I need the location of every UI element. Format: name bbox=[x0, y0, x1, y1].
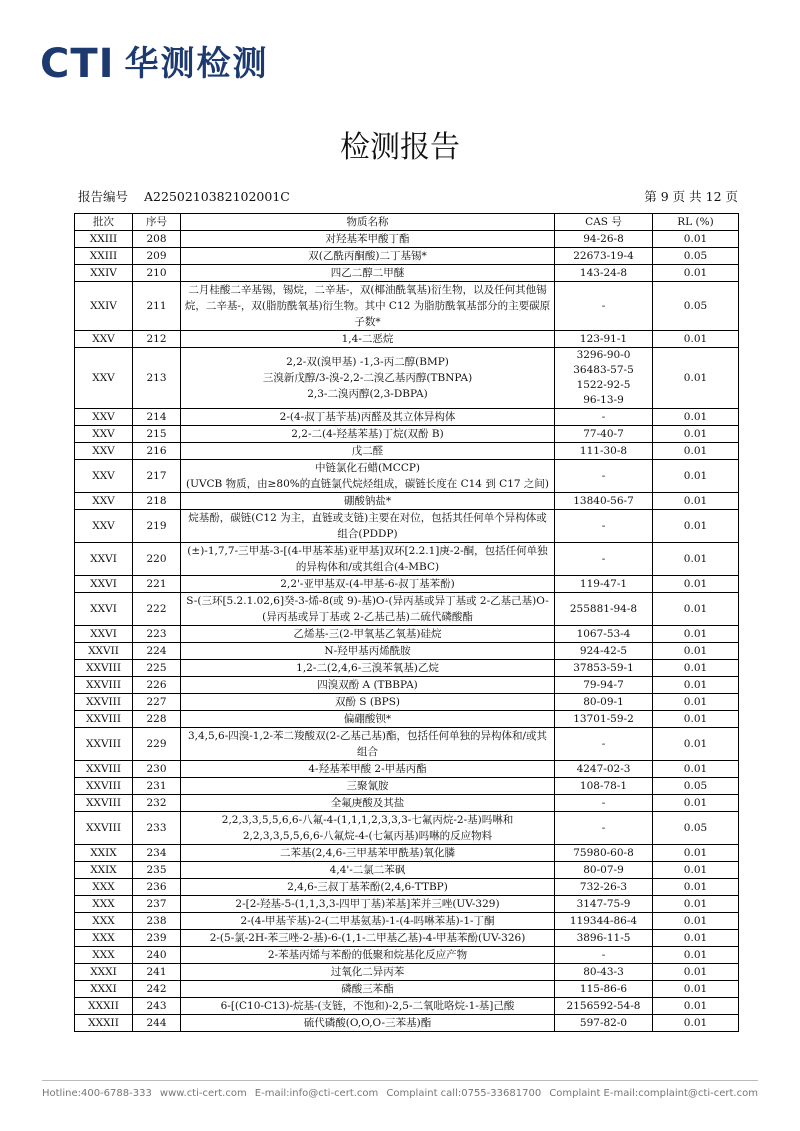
cell-substance-name: 2,2-双(溴甲基) -1,3-丙二醇(BMP) 三溴新戊醇/3-溴-2,2-二溴乙基丙醇(TBNPA) 2,3-二溴丙醇(2,3-DBPA) bbox=[181, 348, 555, 409]
cell-batch: XXVIII bbox=[75, 728, 133, 761]
table-row bbox=[75, 593, 739, 626]
header-cas: CAS 号 bbox=[555, 214, 653, 231]
table-row bbox=[75, 795, 739, 812]
cell-cas: 111-30-8 bbox=[555, 443, 653, 460]
cell-rl: 0.01 bbox=[653, 761, 739, 778]
footer bbox=[42, 1087, 758, 1101]
cell-batch: XXVIII bbox=[75, 761, 133, 778]
cell-batch: XXV bbox=[75, 348, 133, 409]
cell-number: 227 bbox=[133, 694, 181, 711]
cell-number: 234 bbox=[133, 845, 181, 862]
cell-batch: XXVIII bbox=[75, 812, 133, 845]
table-row bbox=[75, 913, 739, 930]
cell-substance-name: 1,2-二(2,4,6-三溴苯氧基)乙烷 bbox=[181, 660, 555, 677]
cell-substance-name: 中链氯化石蜡(MCCP) (UVCB 物质，由≥80%的直链氯代烷烃组成，碳链长度在 C14 到 C17 之间) bbox=[181, 460, 555, 493]
cell-number: 211 bbox=[133, 282, 181, 331]
table-row bbox=[75, 493, 739, 510]
cell-substance-name: 1,4-二恶烷 bbox=[181, 331, 555, 348]
cell-batch: XXVI bbox=[75, 626, 133, 643]
table-row bbox=[75, 845, 739, 862]
cell-rl: 0.05 bbox=[653, 282, 739, 331]
table-row bbox=[75, 711, 739, 728]
table-row bbox=[75, 348, 739, 409]
cell-rl: 0.01 bbox=[653, 964, 739, 981]
cell-rl: 0.01 bbox=[653, 1015, 739, 1032]
cell-substance-name: 烷基酚，碳链(C12 为主，直链或支链)主要在对位，包括其任何单个异构体或组合(PDDP) bbox=[181, 510, 555, 543]
table-row bbox=[75, 947, 739, 964]
cell-cas: 924-42-5 bbox=[555, 643, 653, 660]
cell-cas: 108-78-1 bbox=[555, 778, 653, 795]
cell-cas: 79-94-7 bbox=[555, 677, 653, 694]
cell-cas: 2156592-54-8 bbox=[555, 998, 653, 1015]
cell-batch: XXX bbox=[75, 879, 133, 896]
cell-substance-name: 过氧化二异丙苯 bbox=[181, 964, 555, 981]
cell-cas: 255881-94-8 bbox=[555, 593, 653, 626]
table-row bbox=[75, 443, 739, 460]
header-batch: 批次 bbox=[75, 214, 133, 231]
cell-batch: XXVIII bbox=[75, 711, 133, 728]
cell-batch: XXXI bbox=[75, 981, 133, 998]
cell-rl: 0.01 bbox=[653, 643, 739, 660]
cell-number: 240 bbox=[133, 947, 181, 964]
cell-cas: 80-07-9 bbox=[555, 862, 653, 879]
cell-number: 215 bbox=[133, 426, 181, 443]
cell-substance-name: 戊二醛 bbox=[181, 443, 555, 460]
cell-rl: 0.01 bbox=[653, 728, 739, 761]
cell-cas: 119-47-1 bbox=[555, 576, 653, 593]
cell-batch: XXX bbox=[75, 930, 133, 947]
cell-cas: 94-26-8 bbox=[555, 231, 653, 248]
cell-number: 237 bbox=[133, 896, 181, 913]
cell-batch: XXX bbox=[75, 896, 133, 913]
cell-batch: XXXII bbox=[75, 1015, 133, 1032]
cell-rl: 0.01 bbox=[653, 331, 739, 348]
cell-substance-name: 2-[2-羟基-5-(1,1,3,3-四甲丁基)苯基]苯并三唑(UV-329) bbox=[181, 896, 555, 913]
cell-cas: 123-91-1 bbox=[555, 331, 653, 348]
footer-email[interactable]: E-mail:info@cti-cert.com bbox=[254, 1088, 379, 1099]
cell-rl: 0.01 bbox=[653, 930, 739, 947]
cell-batch: XXIV bbox=[75, 282, 133, 331]
cell-substance-name: 乙烯基-三(2-甲氧基乙氧基)硅烷 bbox=[181, 626, 555, 643]
cell-rl: 0.01 bbox=[653, 845, 739, 862]
footer-complaint-call: Complaint call:0755-33681700 bbox=[386, 1088, 542, 1099]
cell-substance-name: 4,4'-二氯二苯砜 bbox=[181, 862, 555, 879]
substance-table bbox=[74, 213, 738, 1032]
cell-substance-name: 全氟庚酸及其盐 bbox=[181, 795, 555, 812]
cell-batch: XXIII bbox=[75, 248, 133, 265]
cell-number: 233 bbox=[133, 812, 181, 845]
cell-number: 222 bbox=[133, 593, 181, 626]
cell-cas: - bbox=[555, 409, 653, 426]
cell-substance-name: 磷酸三苯酯 bbox=[181, 981, 555, 998]
report-number-block bbox=[78, 188, 290, 206]
table-row bbox=[75, 460, 739, 493]
table-row bbox=[75, 694, 739, 711]
cell-substance-name: 硼酸钠盐* bbox=[181, 493, 555, 510]
cell-batch: XXV bbox=[75, 331, 133, 348]
cell-substance-name: 2-(5-氯-2H-苯三唑-2-基)-6-(1,1-二甲基乙基)-4-甲基苯酚(UV-326) bbox=[181, 930, 555, 947]
table-row bbox=[75, 626, 739, 643]
cell-number: 221 bbox=[133, 576, 181, 593]
table-row bbox=[75, 879, 739, 896]
cell-number: 224 bbox=[133, 643, 181, 660]
cell-number: 242 bbox=[133, 981, 181, 998]
cell-number: 210 bbox=[133, 265, 181, 282]
cell-substance-name: 2,2,3,3,5,5,6,6-八氟-4-(1,1,1,2,3,3,3-七氟丙烷-2-基)吗啉和 2,2,3,3,5,5,6,6-八氟烷-4-(七氟丙基)吗啉的反应物料 bbox=[181, 812, 555, 845]
cell-substance-name: 2,2'-亚甲基双-(4-甲基-6-叔丁基苯酚) bbox=[181, 576, 555, 593]
table-row bbox=[75, 265, 739, 282]
cell-number: 212 bbox=[133, 331, 181, 348]
logo-text-en: CTI bbox=[40, 41, 115, 87]
cell-substance-name: 双酚 S (BPS) bbox=[181, 694, 555, 711]
cell-substance-name: 二苯基(2,4,6-三甲基苯甲酰基)氧化膦 bbox=[181, 845, 555, 862]
table-row bbox=[75, 409, 739, 426]
table-row bbox=[75, 812, 739, 845]
cell-cas: - bbox=[555, 543, 653, 576]
cell-substance-name: 对羟基苯甲酸丁酯 bbox=[181, 231, 555, 248]
cell-number: 209 bbox=[133, 248, 181, 265]
cell-rl: 0.01 bbox=[653, 348, 739, 409]
cell-number: 218 bbox=[133, 493, 181, 510]
table-header-row bbox=[75, 214, 739, 231]
cell-rl: 0.01 bbox=[653, 677, 739, 694]
cell-batch: XXV bbox=[75, 443, 133, 460]
cell-batch: XXVIII bbox=[75, 778, 133, 795]
cell-rl: 0.01 bbox=[653, 694, 739, 711]
cell-rl: 0.05 bbox=[653, 248, 739, 265]
footer-divider bbox=[42, 1080, 758, 1081]
cell-batch: XXX bbox=[75, 913, 133, 930]
cell-number: 216 bbox=[133, 443, 181, 460]
cell-substance-name: 二月桂酸二辛基锡，锡烷，二辛基-，双(椰油酰氧基)衍生物，以及任何其他锡烷，二辛基-，双(脂肪酰氧基)衍生物。其中 C12 为脂肪酰氧基部分的主要碳原子数* bbox=[181, 282, 555, 331]
table-row bbox=[75, 543, 739, 576]
footer-complaint-email[interactable]: Complaint E-mail:complaint@cti-cert.com bbox=[549, 1088, 758, 1099]
cell-substance-name: 偏硼酸钡* bbox=[181, 711, 555, 728]
cell-cas: 115-86-6 bbox=[555, 981, 653, 998]
cell-number: 225 bbox=[133, 660, 181, 677]
cell-batch: XXVIII bbox=[75, 795, 133, 812]
cell-cas: 13840-56-7 bbox=[555, 493, 653, 510]
table-row bbox=[75, 761, 739, 778]
cell-rl: 0.01 bbox=[653, 862, 739, 879]
cell-cas: 732-26-3 bbox=[555, 879, 653, 896]
cell-rl: 0.01 bbox=[653, 576, 739, 593]
cell-substance-name: 3,4,5,6-四溴-1,2-苯二羧酸双(2-乙基己基)酯，包括任何单独的异构体和/或其组合 bbox=[181, 728, 555, 761]
cell-number: 232 bbox=[133, 795, 181, 812]
cell-cas: 3896-11-5 bbox=[555, 930, 653, 947]
footer-hotline: Hotline:400-6788-333 bbox=[42, 1088, 152, 1099]
cell-rl: 0.01 bbox=[653, 443, 739, 460]
cell-substance-name: 6-[(C10-C13)-烷基-(支链，不饱和)-2,5-二氧吡咯烷-1-基]己酸 bbox=[181, 998, 555, 1015]
cell-rl: 0.01 bbox=[653, 896, 739, 913]
cell-batch: XXVI bbox=[75, 593, 133, 626]
cell-rl: 0.01 bbox=[653, 231, 739, 248]
cell-rl: 0.01 bbox=[653, 510, 739, 543]
cell-number: 241 bbox=[133, 964, 181, 981]
cell-number: 243 bbox=[133, 998, 181, 1015]
cell-rl: 0.01 bbox=[653, 711, 739, 728]
cell-batch: XXV bbox=[75, 510, 133, 543]
report-number-label: 报告编号 bbox=[78, 189, 129, 204]
cell-substance-name: 硫代磷酸(O,O,O-三苯基)酯 bbox=[181, 1015, 555, 1032]
cell-cas: 13701-59-2 bbox=[555, 711, 653, 728]
cell-rl: 0.01 bbox=[653, 947, 739, 964]
cell-number: 236 bbox=[133, 879, 181, 896]
cell-substance-name: S-(三环[5.2.1.02,6]癸-3-烯-8(或 9)-基)O-(异丙基或异丁基或 2-乙基己基)O-(异丙基或异丁基或 2-乙基己基)二硫代磷酸酯 bbox=[181, 593, 555, 626]
cell-number: 235 bbox=[133, 862, 181, 879]
cell-batch: XXIX bbox=[75, 845, 133, 862]
page-info: 第 9 页 共 12 页 bbox=[644, 189, 738, 204]
table-row bbox=[75, 331, 739, 348]
cell-rl: 0.01 bbox=[653, 265, 739, 282]
cell-substance-name: 四乙二醇二甲醚 bbox=[181, 265, 555, 282]
table-row bbox=[75, 576, 739, 593]
cell-rl: 0.05 bbox=[653, 778, 739, 795]
table-row bbox=[75, 248, 739, 265]
cell-cas: - bbox=[555, 812, 653, 845]
cell-rl: 0.01 bbox=[653, 460, 739, 493]
table-row bbox=[75, 981, 739, 998]
table-row bbox=[75, 643, 739, 660]
cell-cas: - bbox=[555, 460, 653, 493]
cell-substance-name: 2-苯基丙烯与苯酚的低聚和烷基化反应产物 bbox=[181, 947, 555, 964]
cell-number: 219 bbox=[133, 510, 181, 543]
cell-substance-name: 三聚氰胺 bbox=[181, 778, 555, 795]
cell-rl: 0.01 bbox=[653, 626, 739, 643]
cell-cas: - bbox=[555, 282, 653, 331]
cell-rl: 0.01 bbox=[653, 409, 739, 426]
cell-cas: - bbox=[555, 795, 653, 812]
cell-batch: XXIV bbox=[75, 265, 133, 282]
cell-number: 229 bbox=[133, 728, 181, 761]
cell-substance-name: 2,2-二(4-羟基苯基)丁烷(双酚 B) bbox=[181, 426, 555, 443]
table-row bbox=[75, 660, 739, 677]
cell-cas: 3147-75-9 bbox=[555, 896, 653, 913]
cell-number: 239 bbox=[133, 930, 181, 947]
cell-substance-name: 2-(4-甲基苄基)-2-(二甲基氨基)-1-(4-吗啉苯基)-1-丁酮 bbox=[181, 913, 555, 930]
cell-rl: 0.01 bbox=[653, 981, 739, 998]
table-row bbox=[75, 896, 739, 913]
cell-number: 231 bbox=[133, 778, 181, 795]
cell-batch: XXXI bbox=[75, 964, 133, 981]
cell-cas: 143-24-8 bbox=[555, 265, 653, 282]
cell-batch: XXIII bbox=[75, 231, 133, 248]
cell-batch: XXVI bbox=[75, 543, 133, 576]
cell-batch: XXV bbox=[75, 460, 133, 493]
cell-batch: XXV bbox=[75, 493, 133, 510]
cell-cas: 80-09-1 bbox=[555, 694, 653, 711]
cell-batch: XXV bbox=[75, 426, 133, 443]
cell-number: 208 bbox=[133, 231, 181, 248]
cell-number: 238 bbox=[133, 913, 181, 930]
cell-batch: XXIX bbox=[75, 862, 133, 879]
cell-rl: 0.01 bbox=[653, 493, 739, 510]
cell-batch: XXV bbox=[75, 409, 133, 426]
header-substance-name: 物质名称 bbox=[181, 214, 555, 231]
cell-cas: 1067-53-4 bbox=[555, 626, 653, 643]
table-row bbox=[75, 231, 739, 248]
table-row bbox=[75, 930, 739, 947]
table-row bbox=[75, 998, 739, 1015]
table-row bbox=[75, 964, 739, 981]
cell-cas: 597-82-0 bbox=[555, 1015, 653, 1032]
cell-number: 226 bbox=[133, 677, 181, 694]
cell-cas: 75980-60-8 bbox=[555, 845, 653, 862]
cell-rl: 0.05 bbox=[653, 812, 739, 845]
cell-batch: XXVI bbox=[75, 576, 133, 593]
table-row bbox=[75, 862, 739, 879]
cell-rl: 0.01 bbox=[653, 913, 739, 930]
cell-cas: 4247-02-3 bbox=[555, 761, 653, 778]
company-logo bbox=[40, 41, 269, 87]
cell-substance-name: N-羟甲基丙烯酰胺 bbox=[181, 643, 555, 660]
cell-batch: XXXII bbox=[75, 998, 133, 1015]
cell-batch: XXVIII bbox=[75, 694, 133, 711]
side-stamp bbox=[786, 490, 800, 610]
cell-rl: 0.01 bbox=[653, 593, 739, 626]
table-body bbox=[75, 231, 739, 1032]
cell-number: 223 bbox=[133, 626, 181, 643]
report-number: A2250210382102001C bbox=[144, 189, 290, 204]
table-row bbox=[75, 510, 739, 543]
cell-substance-name: (±)-1,7,7-三甲基-3-[(4-甲基苯基)亚甲基]双环[2.2.1]庚-2-酮，包括任何单独的异构体和/或其组合(4-MBC) bbox=[181, 543, 555, 576]
cell-batch: XXX bbox=[75, 947, 133, 964]
page-title: 检测报告 bbox=[340, 130, 460, 165]
header-rl: RL (%) bbox=[653, 214, 739, 231]
cell-substance-name: 四溴双酚 A (TBBPA) bbox=[181, 677, 555, 694]
table-row bbox=[75, 1015, 739, 1032]
cell-number: 220 bbox=[133, 543, 181, 576]
cell-cas: - bbox=[555, 947, 653, 964]
logo-text-cn: 华测检测 bbox=[124, 44, 269, 84]
cell-rl: 0.01 bbox=[653, 426, 739, 443]
report-meta bbox=[78, 188, 738, 206]
cell-cas: 3296-90-0 36483-57-5 1522-92-5 96-13-9 bbox=[555, 348, 653, 409]
table-row bbox=[75, 677, 739, 694]
cell-rl: 0.01 bbox=[653, 795, 739, 812]
table-row bbox=[75, 778, 739, 795]
table-row bbox=[75, 728, 739, 761]
cell-cas: 80-43-3 bbox=[555, 964, 653, 981]
cell-batch: XXVIII bbox=[75, 660, 133, 677]
cell-number: 217 bbox=[133, 460, 181, 493]
cell-substance-name: 2-(4-叔丁基苄基)丙醛及其立体异构体 bbox=[181, 409, 555, 426]
cell-cas: 37853-59-1 bbox=[555, 660, 653, 677]
cell-number: 214 bbox=[133, 409, 181, 426]
footer-website[interactable]: www.cti-cert.com bbox=[159, 1088, 247, 1099]
cell-cas: - bbox=[555, 510, 653, 543]
cell-number: 244 bbox=[133, 1015, 181, 1032]
cell-number: 230 bbox=[133, 761, 181, 778]
cell-substance-name: 2,4,6-三叔丁基苯酚(2,4,6-TTBP) bbox=[181, 879, 555, 896]
table-row bbox=[75, 426, 739, 443]
cell-cas: 77-40-7 bbox=[555, 426, 653, 443]
cell-batch: XXVIII bbox=[75, 677, 133, 694]
cell-cas: 119344-86-4 bbox=[555, 913, 653, 930]
header-number: 序号 bbox=[133, 214, 181, 231]
cell-rl: 0.01 bbox=[653, 998, 739, 1015]
cell-number: 228 bbox=[133, 711, 181, 728]
cell-rl: 0.01 bbox=[653, 543, 739, 576]
cell-number: 213 bbox=[133, 348, 181, 409]
cell-substance-name: 双(乙酰丙酮酸)二丁基锡* bbox=[181, 248, 555, 265]
cell-rl: 0.01 bbox=[653, 879, 739, 896]
cell-cas: 22673-19-4 bbox=[555, 248, 653, 265]
table-row bbox=[75, 282, 739, 331]
cell-cas: - bbox=[555, 728, 653, 761]
cell-batch: XXVII bbox=[75, 643, 133, 660]
cell-substance-name: 4-羟基苯甲酸 2-甲基丙酯 bbox=[181, 761, 555, 778]
cell-rl: 0.01 bbox=[653, 660, 739, 677]
